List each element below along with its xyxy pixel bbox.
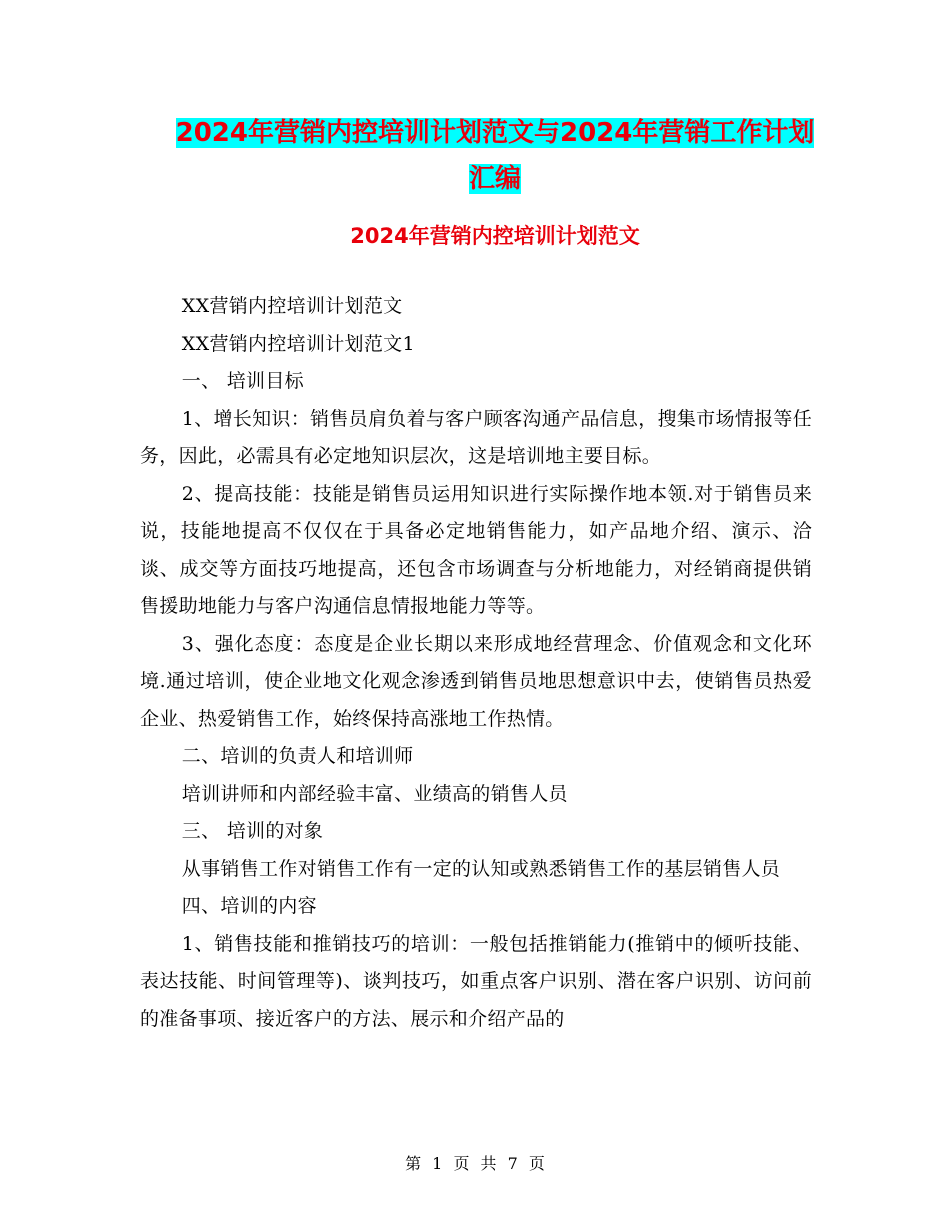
document-title bbox=[140, 110, 850, 202]
document-title-line-1: 2024年营销内控培训计划范文与2024年营销工作计划 bbox=[175, 118, 815, 148]
section-title: 2024年营销内控培训计划范文 bbox=[350, 224, 640, 248]
document-body bbox=[140, 288, 812, 1038]
paragraph: 培训讲师和内部经验丰富、业绩高的销售人员 bbox=[181, 782, 568, 805]
document-title-line-2: 汇编 bbox=[468, 164, 521, 194]
paragraph: 3、强化态度：态度是企业长期以来形成地经营理念、价值观念和文化环境.通过培训，使企业地文化观念渗透到销售员地思想意识中去，使销售员热爱企业、热爱销售工作，始终保持高涨地工作热情。 bbox=[140, 632, 812, 730]
paragraph: XX营销内控培训计划范文1 bbox=[181, 332, 415, 355]
page-footer: 第 1 页 共 7 页 bbox=[405, 1154, 545, 1173]
paragraph: 从事销售工作对销售工作有一定的认知或熟悉销售工作的基层销售人员 bbox=[181, 857, 781, 880]
paragraph: 三、 培训的对象 bbox=[181, 820, 324, 842]
paragraph: 二、培训的负责人和培训师 bbox=[181, 745, 414, 767]
paragraph: 四、培训的内容 bbox=[181, 895, 317, 917]
paragraph: 2、提高技能：技能是销售员运用知识进行实际操作地本领.对于销售员来说，技能地提高不仅仅在于具备必定地销售能力，如产品地介绍、演示、洽谈、成交等方面技巧地提高，还包含市场调查与分析地能力，对经销商提供销售援助地能力与客户沟通信息情报地能力等等。 bbox=[140, 482, 812, 617]
paragraph: 一、 培训目标 bbox=[181, 370, 304, 392]
paragraph: 1、增长知识：销售员肩负着与客户顾客沟通产品信息，搜集市场情报等任务，因此，必需具有必定地知识层次，这是培训地主要目标。 bbox=[140, 407, 812, 467]
paragraph: 1、销售技能和推销技巧的培训：一般包括推销能力(推销中的倾听技能、表达技能、时间管理等)、谈判技巧，如重点客户识别、潜在客户识别、访问前的准备事项、接近客户的方法、展示和介绍产品的 bbox=[140, 932, 812, 1030]
paragraph: XX营销内控培训计划范文 bbox=[181, 295, 403, 317]
